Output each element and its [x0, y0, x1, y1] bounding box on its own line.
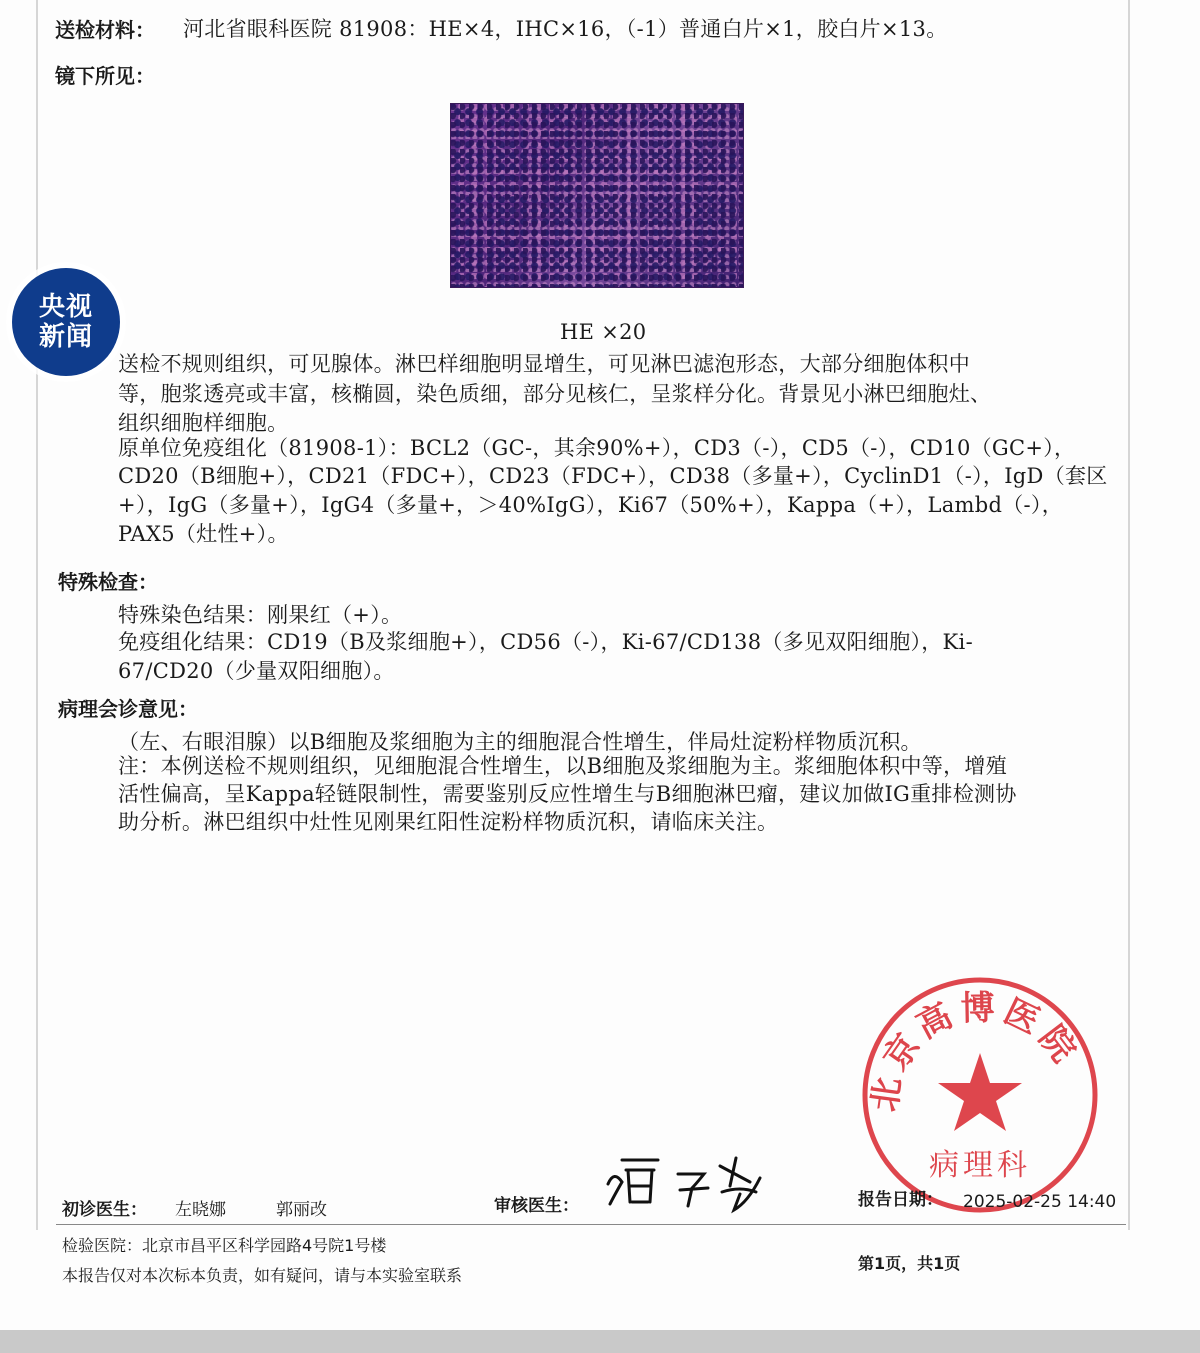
micro-label: 镜下所见： — [55, 64, 155, 88]
special-label: 特殊检查： — [58, 570, 158, 594]
footer-divider — [56, 1224, 1126, 1225]
hospital-seal-stamp — [860, 975, 1100, 1215]
findings-line: 等，胞浆透亮或丰富，核椭圆，染色质细，部分见核仁，呈浆样分化。背景见小淋巴细胞灶、 — [118, 382, 992, 406]
report-date: 2025-02-25 14:40 — [963, 1192, 1117, 1212]
material-label: 送检材料： — [55, 18, 155, 42]
opinion-line: 注：本例送检不规则组织，见细胞混合性增生，以B细胞及浆细胞为主。浆细胞体积中等，增殖 — [118, 754, 1008, 778]
hospital-address: 检验医院：北京市昌平区科学园路4号院1号楼 — [62, 1236, 387, 1255]
he-micrograph-image — [450, 103, 744, 288]
cctv-news-logo — [12, 268, 120, 376]
findings-line: PAX5（灶性+）。 — [118, 522, 289, 546]
stamp-top-text: 北京高博医院 — [864, 988, 1088, 1114]
special-line: 67/CD20（少量双阳细胞）。 — [118, 659, 395, 683]
findings-line: 原单位免疫组化（81908-1）：BCL2（GC-，其余90%+），CD3（-），CD5（-），CD10（GC+）， — [118, 436, 1076, 460]
findings-line: 组织细胞样细胞。 — [118, 411, 289, 435]
material-text: 河北省眼科医院 81908：HE×4，IHC×16，（-1）普通白片×1，胶白片×13。 — [183, 17, 948, 41]
first-doctor-label: 初诊医生： — [62, 1200, 147, 1220]
report-disclaimer: 本报告仅对本次标本负责，如有疑问，请与本实验室联系 — [62, 1266, 463, 1285]
micrograph-caption: HE ×20 — [560, 320, 647, 344]
page-left-edge — [36, 0, 38, 1230]
special-line: 特殊染色结果：刚果红（+）。 — [118, 603, 403, 627]
page-info: 第1页，共1页 — [858, 1254, 961, 1273]
stamp-star-icon — [938, 1053, 1022, 1131]
findings-line: 送检不规则组织，可见腺体。淋巴样细胞明显增生，可见淋巴滤泡形态，大部分细胞体积中 — [118, 352, 970, 376]
opinion-label: 病理会诊意见： — [58, 697, 198, 721]
stamp-bottom-text: 病理科 — [929, 1148, 1031, 1183]
report-date-label: 报告日期： — [858, 1190, 943, 1210]
first-doctor-name: 郭丽改 — [276, 1200, 327, 1220]
opinion-line: （左、右眼泪腺）以B细胞及浆细胞为主的细胞混合性增生，伴局灶淀粉样物质沉积。 — [118, 730, 922, 754]
findings-line: CD20（B细胞+），CD21（FDC+），CD23（FDC+），CD38（多量+），CyclinD1（-），IgD（套区 — [118, 464, 1108, 488]
opinion-line: 活性偏高，呈Kappa轻链限制性，需要鉴别反应性增生与B细胞淋巴瘤，建议加做IG重排检测协 — [118, 782, 1017, 806]
logo-line-1: 央视 — [38, 292, 93, 322]
bottom-strip — [0, 1330, 1200, 1353]
logo-line-2: 新闻 — [38, 322, 93, 352]
reviewer-signature — [600, 1152, 780, 1214]
first-doctor-name: 左晓娜 — [175, 1200, 226, 1220]
review-doctor-label: 审核医生： — [494, 1196, 579, 1216]
opinion-line: 助分析。淋巴组织中灶性见刚果红阳性淀粉样物质沉积，请临床关注。 — [118, 810, 779, 834]
findings-line: +），IgG（多量+），IgG4（多量+，＞40%IgG），Ki67（50%+），Kappa（+），Lambd（-）， — [118, 493, 1064, 517]
page-right-edge — [1128, 0, 1130, 1230]
special-line: 免疫组化结果：CD19（B及浆细胞+），CD56（-），Ki-67/CD138（多见双阳细胞），Ki- — [118, 630, 973, 654]
